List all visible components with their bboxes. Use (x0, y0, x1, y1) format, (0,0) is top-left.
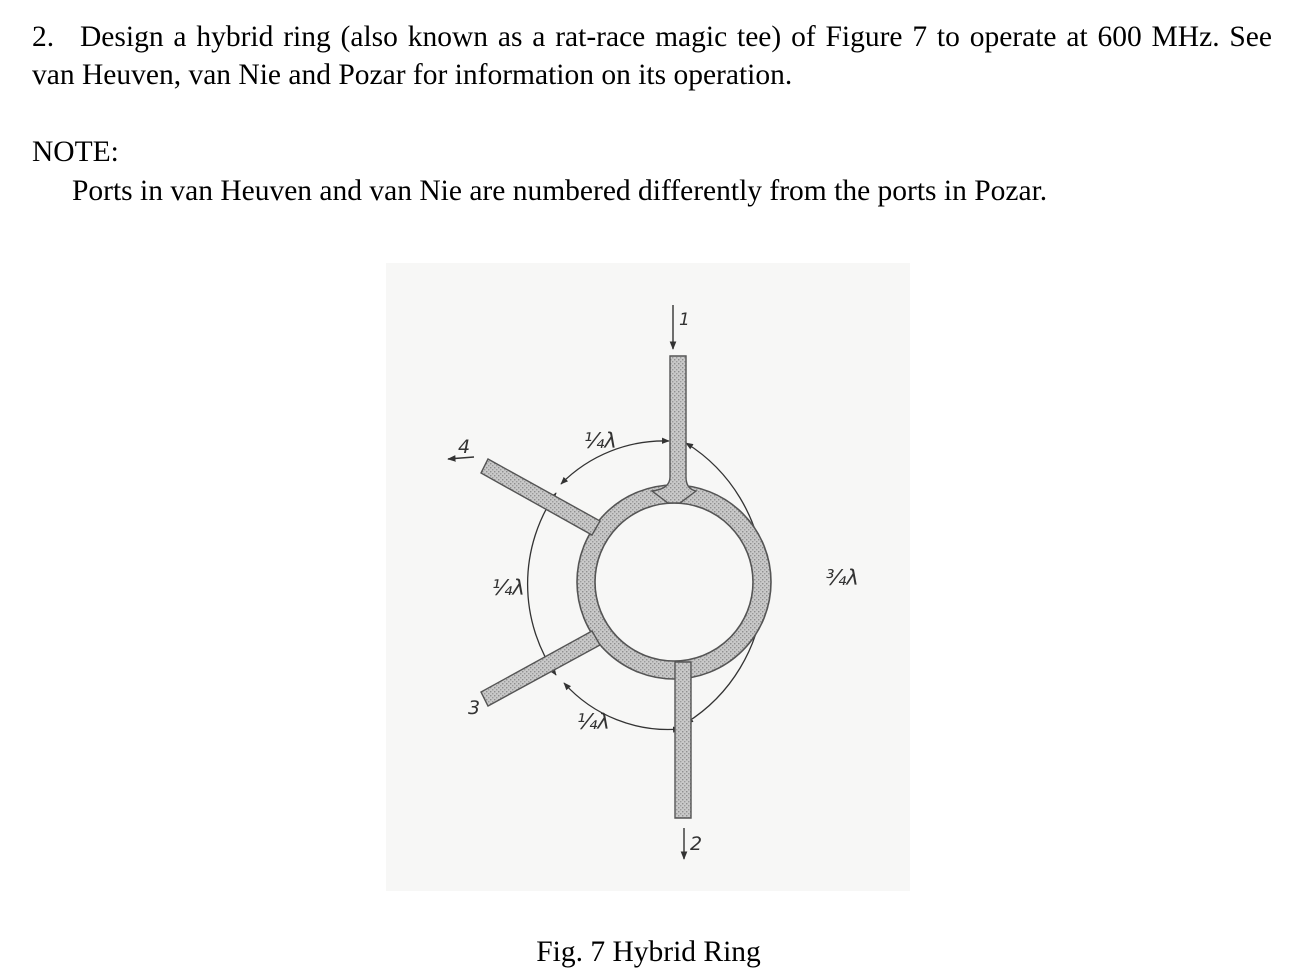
problem-text: Design a hybrid ring (also known as a rat-race magic tee) of Figure 7 to operate at 600 MHz. See van Heuven, van Nie and Pozar for information on its operation. (32, 21, 1272, 91)
hybrid-ring-figure (386, 263, 910, 891)
port-1-label: 1 (679, 310, 690, 330)
port-4-line (481, 459, 600, 535)
length-label-bottom-left: ¼λ (577, 710, 610, 734)
port-2-line (675, 662, 691, 818)
problem-statement (32, 18, 1272, 94)
port-1-line (652, 356, 696, 503)
problem-number: 2. (32, 21, 55, 53)
figure-caption: Fig. 7 Hybrid Ring (536, 936, 761, 968)
length-label-left: ¼λ (492, 576, 525, 600)
arc-quarter-lambda-left (528, 493, 556, 675)
note-text: Ports in van Heuven and van Nie are numbered differently from the ports in Pozar. (72, 175, 1048, 207)
ring-inner (595, 503, 753, 661)
port-2-label: 2 (690, 833, 703, 855)
length-label-top-left: ¼λ (584, 429, 617, 453)
port-4-label: 4 (458, 436, 471, 458)
length-label-right: ¾λ (826, 566, 859, 590)
hybrid-ring-diagram (386, 263, 910, 891)
port-3-label: 3 (468, 697, 481, 719)
port-3-line (481, 631, 600, 706)
note-label: NOTE: (32, 136, 119, 168)
